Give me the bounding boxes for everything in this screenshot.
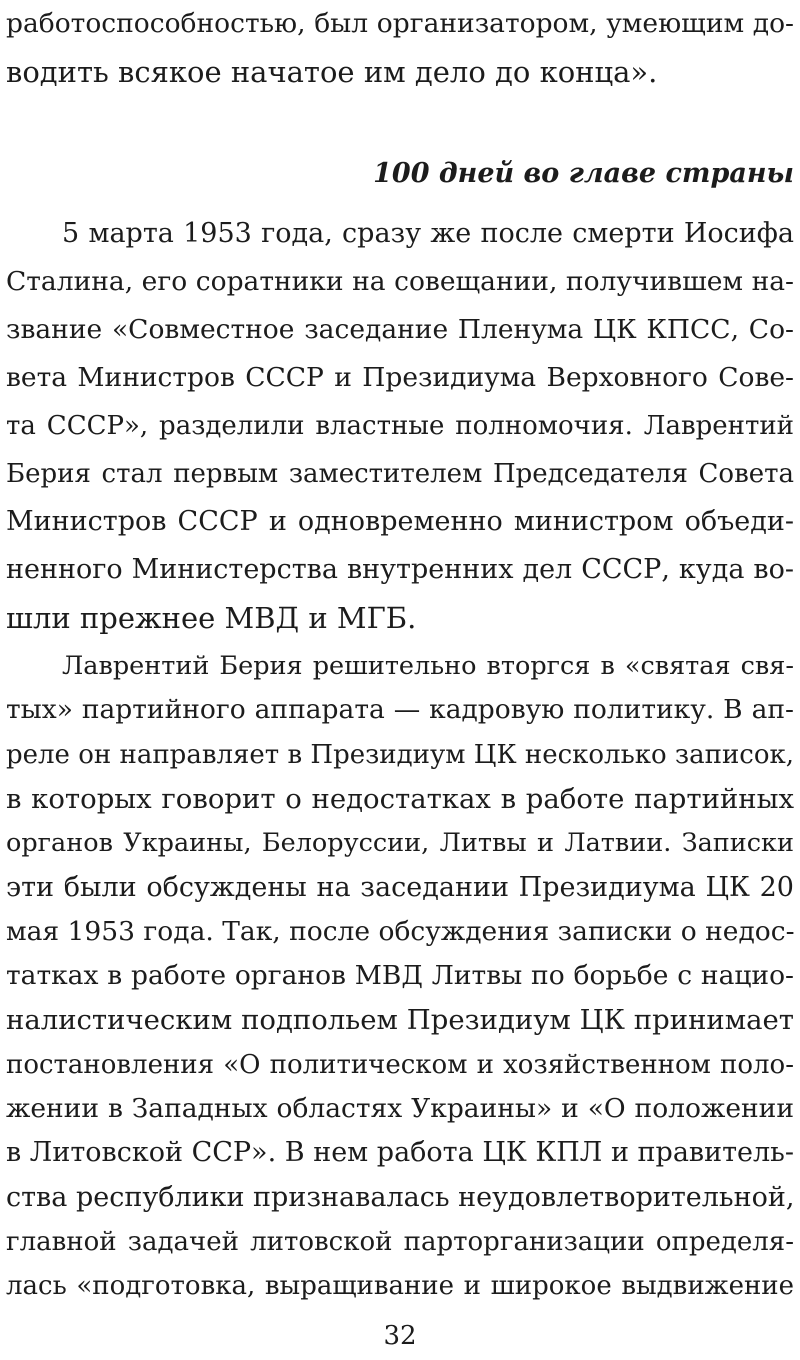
text-line: тых» партийного аппарата — кадровую политику. В ап- bbox=[6, 694, 794, 726]
text-line: налистическим подпольем Президиум ЦК принимает bbox=[6, 1004, 794, 1037]
text-line: вета Министров СССР и Президиума Верховного Сове- bbox=[6, 362, 794, 393]
text-line: водить всякое начатое им дело до конца». bbox=[6, 55, 658, 89]
text-line: органов Украины, Белоруссии, Литвы и Латвии. Записки bbox=[6, 828, 794, 859]
text-line: та СССР», разделили властные полномочия. Лаврентий bbox=[6, 411, 794, 441]
text-line: Берия стал первым заместителем Председателя Совета bbox=[6, 459, 794, 489]
text-line: Лаврентий Берия решительно вторгся в «святая свя- bbox=[62, 651, 794, 681]
text-line: работоспособностью, был организатором, умеющим до- bbox=[6, 8, 794, 39]
text-line: главной задачей литовской парторганизации определя- bbox=[6, 1226, 794, 1257]
section-heading: 100 дней во главе страны bbox=[373, 158, 794, 189]
text-line: эти были обсуждены на заседании Президиума ЦК 20 bbox=[6, 871, 794, 903]
text-line: лась «подготовка, выращивание и широкое выдвижение bbox=[6, 1271, 794, 1302]
text-line: жении в Западных областях Украины» и «О положении bbox=[6, 1093, 794, 1124]
text-line: реле он направляет в Президиум ЦК несколько записок, bbox=[6, 739, 794, 770]
text-line: в которых говорит о недостатках в работе партийных bbox=[6, 782, 794, 815]
text-line: звание «Совместное заседание Пленума ЦК КПСС, Со- bbox=[6, 314, 794, 345]
text-line: в Литовской ССР». В нем работа ЦК КПЛ и правитель- bbox=[6, 1137, 794, 1169]
text-line: татках в работе органов МВД Литвы по борьбе с нацио- bbox=[6, 960, 794, 992]
text-line: мая 1953 года. Так, после обсуждения записки о недос- bbox=[6, 915, 795, 947]
text-line: 5 марта 1953 года, сразу же после смерти Иосифа bbox=[62, 218, 794, 249]
text-line: шли прежнее МВД и МГБ. bbox=[6, 601, 417, 635]
text-line: постановления «О политическом и хозяйственном поло- bbox=[6, 1049, 794, 1080]
page-number: 32 bbox=[383, 1321, 417, 1351]
text-line: ненного Министерства внутренних дел СССР, куда во- bbox=[6, 554, 794, 585]
text-line: ства республики признавалась неудовлетворительной, bbox=[6, 1181, 795, 1213]
text-line: Сталина, его соратники на совещании, получившем на- bbox=[6, 266, 794, 297]
text-line: Министров СССР и одновременно министром объеди- bbox=[6, 506, 794, 537]
